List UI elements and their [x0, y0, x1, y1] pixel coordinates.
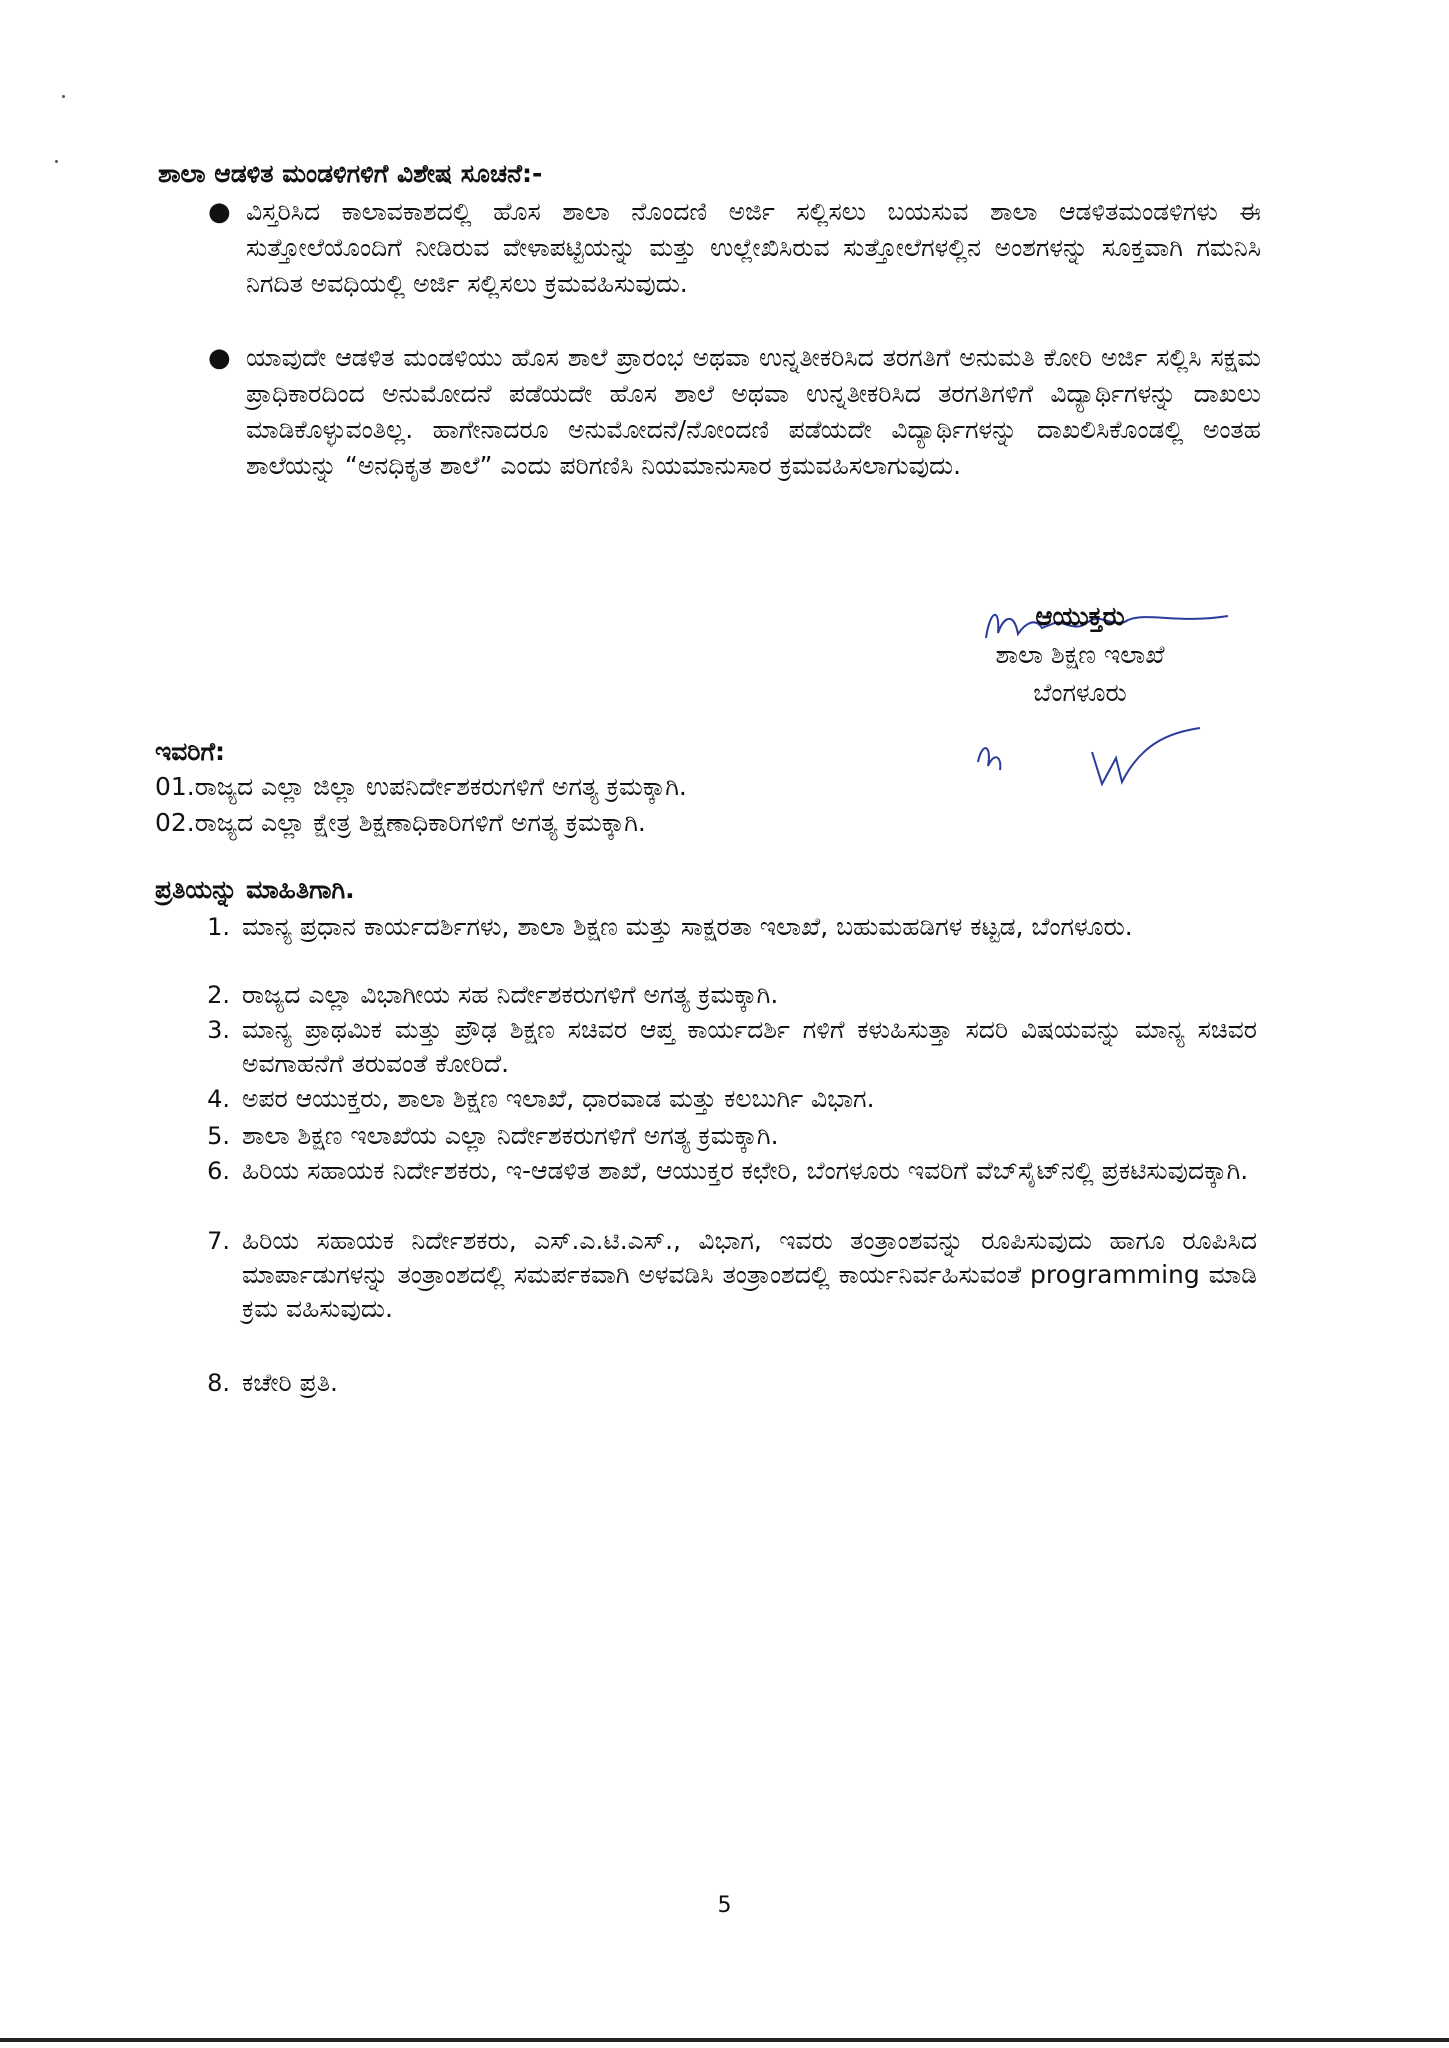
copy-item-text: ರಾಜ್ಯದ ಎಲ್ಲಾ ವಿಭಾಗೀಯ ಸಹ ನಿರ್ದೇಶಕರುಗಳಿಗೆ ಅಗತ್ಯ ಕ್ರಮಕ್ಕಾಗಿ. — [242, 980, 779, 1009]
copy-item-number: 8. — [207, 1369, 230, 1397]
scan-speck — [62, 95, 65, 98]
copy-item-number: 4. — [207, 1085, 230, 1113]
signatory-city: ಬೆಂಗಳೂರು — [1033, 678, 1127, 707]
scan-speck — [55, 160, 58, 163]
copy-item-number: 2. — [207, 981, 230, 1009]
bullet-icon: ● — [208, 197, 231, 227]
signatory-title: ಆಯುಕ್ತರು — [1035, 602, 1125, 632]
page-number: 5 — [717, 1893, 732, 1918]
copy-item-text: ಕಚೇರಿ ಪ್ರತಿ. — [242, 1368, 338, 1397]
copy-item-text: ಮಾನ್ಯ ಪ್ರಾಥಮಿಕ ಮತ್ತು ಪ್ರೌಢ ಶಿಕ್ಷಣ ಸಚಿವರ ಆಪ್ತ ಕಾರ್ಯದರ್ಶಿ ಗಳಿಗೆ ಕಳುಹಿಸುತ್ತಾ ಸದರಿ ವಿಷಯವನ್ನು ಮಾನ್ಯ ಸಚಿವರ ಅವಗಾಹನೆಗೆ ತರುವಂತೆ ಕೋರಿದೆ. — [242, 1015, 1257, 1078]
notice-bullet: ಯಾವುದೇ ಆಡಳಿತ ಮಂಡಳಿಯು ಹೊಸ ಶಾಲೆ ಪ್ರಾರಂಭ ಅಥವಾ ಉನ್ನತೀಕರಿಸಿದ ತರಗತಿಗೆ ಅನುಮತಿ ಕೋರಿ ಅರ್ಜಿ ಸಲ್ಲಿಸಿ ಸಕ್ಷಮ ಪ್ರಾಧಿಕಾರದಿಂದ ಅನುಮೋದನೆ ಪಡೆಯದೇ ಹೊಸ ಶಾಲೆ ಅಥವಾ ಉನ್ನತೀಕರಿಸಿದ ತರಗತಿಗಳಿಗೆ ವಿದ್ಯಾರ್ಥಿಗಳನ್ನು ದಾಖಲು ಮಾಡಿಕೊಳ್ಳುವಂತಿಲ್ಲ. ಹಾಗೇನಾದರೂ ಅನುಮೋದನೆ/ನೋಂದಣಿ ಪಡೆಯದೇ ವಿದ್ಯಾರ್ಥಿಗಳನ್ನು ದಾಖಲಿಸಿಕೊಂಡಲ್ಲಿ ಅಂತಹ ಶಾಲೆಯನ್ನು “ಅನಧಿಕೃತ ಶಾಲೆ” ಎಂದು ಪರಿಗಣಿಸಿ ನಿಯಮಾನುಸಾರ ಕ್ರಮವಹಿಸಲಾಗುವುದು. — [246, 343, 1261, 480]
copy-item-number: 1. — [207, 913, 230, 941]
notice-bullet: ವಿಸ್ತರಿಸಿದ ಕಾಲಾವಕಾಶದಲ್ಲಿ ಹೊಸ ಶಾಲಾ ನೊಂದಣಿ ಅರ್ಜಿ ಸಲ್ಲಿಸಲು ಬಯಸುವ ಶಾಲಾ ಆಡಳಿತಮಂಡಳಿಗಳು ಈ ಸುತ್ತೋಲೆಯೊಂದಿಗೆ ನೀಡಿರುವ ವೇಳಾಪಟ್ಟಿಯನ್ನು ಮತ್ತು ಉಲ್ಲೇಖಿಸಿರುವ ಸುತ್ತೋಲೆಗಳಲ್ಲಿನ ಅಂಶಗಳನ್ನು ಸೂಕ್ತವಾಗಿ ಗಮನಿಸಿ ನಿಗದಿತ ಅವಧಿಯಲ್ಲಿ ಅರ್ಜಿ ಸಲ್ಲಿಸಲು ಕ್ರಮವಹಿಸುವುದು. — [246, 197, 1261, 298]
bullet-icon: ● — [208, 343, 231, 373]
copy-item-text: ಅಪರ ಆಯುಕ್ತರು, ಶಾಲಾ ಶಿಕ್ಷಣ ಇಲಾಖೆ, ಧಾರವಾಡ ಮತ್ತು ಕಲಬುರ್ಗಿ ವಿಭಾಗ. — [242, 1084, 875, 1113]
addressee-line: 01.ರಾಜ್ಯದ ಎಲ್ಲಾ ಜಿಲ್ಲಾ ಉಪನಿರ್ದೇಶಕರುಗಳಿಗೆ ಅಗತ್ಯ ಕ್ರಮಕ್ಕಾಗಿ. — [155, 772, 687, 801]
addressees-heading: ಇವರಿಗೆ: — [155, 737, 226, 766]
initials-mark — [972, 722, 1202, 792]
copy-item-number: 7. — [207, 1227, 230, 1255]
copy-item-number: 5. — [207, 1122, 230, 1150]
copy-item-text: ಮಾನ್ಯ ಪ್ರಧಾನ ಕಾರ್ಯದರ್ಶಿಗಳು, ಶಾಲಾ ಶಿಕ್ಷಣ ಮತ್ತು ಸಾಕ್ಷರತಾ ಇಲಾಖೆ, ಬಹುಮಹಡಿಗಳ ಕಟ್ಟಡ, ಬೆಂಗಳೂರು. — [242, 912, 1133, 941]
scan-edge-line — [0, 2038, 1449, 2042]
copy-item-text: ಹಿರಿಯ ಸಹಾಯಕ ನಿರ್ದೇಶಕರು, ಎಸ್.ಎ.ಟಿ.ಎಸ್., ವಿಭಾಗ, ಇವರು ತಂತ್ರಾಂಶವನ್ನು ರೂಪಿಸುವುದು ಹಾಗೂ ರೂಪಿಸಿದ ಮಾರ್ಪಾಡುಗಳನ್ನು ತಂತ್ರಾಂಶದಲ್ಲಿ ಸಮರ್ಪಕವಾಗಿ ಅಳವಡಿಸಿ ತಂತ್ರಾಂಶದಲ್ಲಿ ಕಾರ್ಯನಿರ್ವಹಿಸುವಂತೆ programming ಮಾಡಿ ಕ್ರಮ ವಹಿಸುವುದು. — [242, 1226, 1257, 1323]
copy-item-number: 3. — [207, 1016, 230, 1044]
copy-item-text: ಹಿರಿಯ ಸಹಾಯಕ ನಿರ್ದೇಶಕರು, ಇ-ಆಡಳಿತ ಶಾಖೆ, ಆಯುಕ್ತರ ಕಛೇರಿ, ಬೆಂಗಳೂರು ಇವರಿಗೆ ವೆಬ್‌ಸೈಟ್‌ನಲ್ಲಿ ಪ್ರಕಟಿಸುವುದಕ್ಕಾಗಿ. — [242, 1156, 1249, 1185]
notice-heading: ಶಾಲಾ ಆಡಳಿತ ಮಂಡಳಿಗಳಿಗೆ ವಿಶೇಷ ಸೂಚನೆ:- — [158, 159, 543, 188]
signatory-department: ಶಾಲಾ ಶಿಕ್ಷಣ ಇಲಾಖೆ — [995, 640, 1165, 669]
copies-heading: ಪ್ರತಿಯನ್ನು ಮಾಹಿತಿಗಾಗಿ. — [155, 875, 355, 904]
copy-item-text: ಶಾಲಾ ಶಿಕ್ಷಣ ಇಲಾಖೆಯ ಎಲ್ಲಾ ನಿರ್ದೇಶಕರುಗಳಿಗೆ ಅಗತ್ಯ ಕ್ರಮಕ್ಕಾಗಿ. — [242, 1121, 779, 1150]
signature-block — [930, 598, 1230, 712]
addressee-line: 02.ರಾಜ್ಯದ ಎಲ್ಲಾ ಕ್ಷೇತ್ರ ಶಿಕ್ಷಣಾಧಿಕಾರಿಗಳಿಗೆ ಅಗತ್ಯ ಕ್ರಮಕ್ಕಾಗಿ. — [155, 808, 646, 837]
copy-item-number: 6. — [207, 1157, 230, 1185]
